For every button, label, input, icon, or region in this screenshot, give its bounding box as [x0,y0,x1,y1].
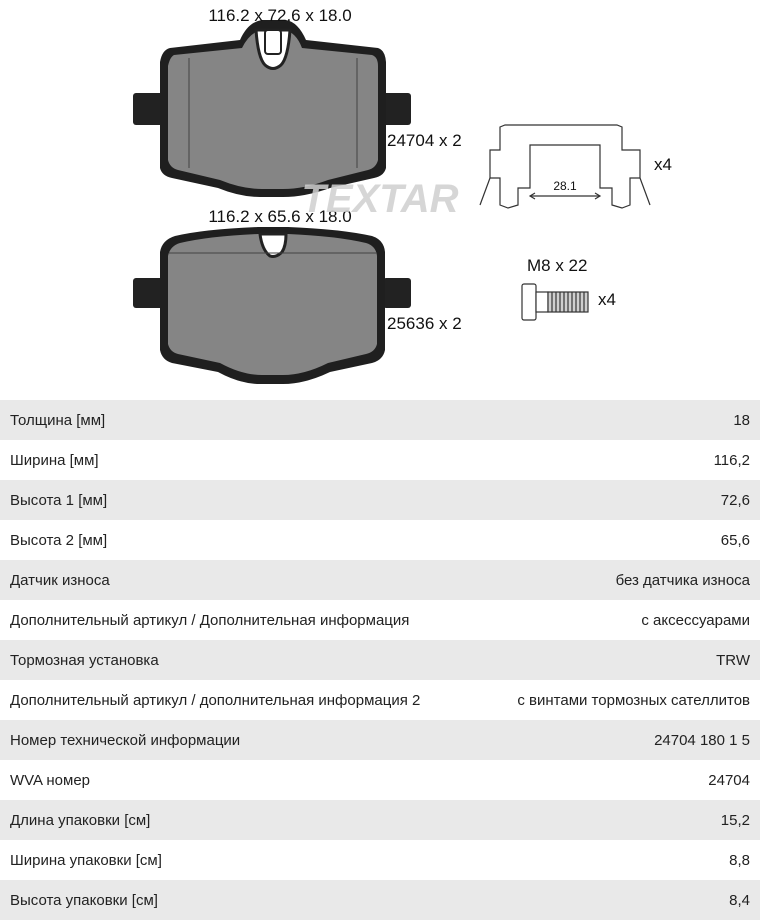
spec-row [0,520,760,560]
spec-value: без датчика износа [615,571,750,589]
spec-key: Датчик износа [10,571,110,589]
spec-row [0,400,760,440]
spec-value: 15,2 [720,811,750,829]
spring-clip-drawing [480,125,650,208]
spec-row [0,880,760,920]
spec-value: 8,8 [729,851,750,869]
spec-key: Ширина [мм] [10,451,99,469]
pad-lower-dimensions: 116.2 x 65.6 x 18.0 [208,207,352,226]
bolt-size-label: M8 x 22 [527,256,588,275]
bolt-drawing [522,284,588,320]
brake-pad-lower [133,227,411,384]
pad-upper-part-number: 24704 x 2 [387,131,462,150]
spec-key: Дополнительный артикул / дополнительная информация 2 [10,691,421,709]
spec-row [0,600,760,640]
spec-key: Высота упаковки [см] [10,891,158,909]
spec-value: 8,4 [729,891,750,909]
spec-row [0,560,760,600]
spec-row [0,720,760,760]
pad-upper-dimensions: 116.2 x 72.6 x 18.0 [208,6,352,25]
spec-key: Номер технической информации [10,731,241,749]
spec-key: Дополнительный артикул / Дополнительная информация [10,611,410,629]
spec-value: 24704 [708,771,750,789]
spec-value: 65,6 [720,531,750,549]
spec-key: Длина упаковки [см] [10,811,151,829]
spec-key: Толщина [мм] [10,411,106,429]
spec-row [0,440,760,480]
spec-row [0,760,760,800]
spec-value: 18 [733,411,750,429]
spec-row [0,840,760,880]
product-drawing [0,0,760,400]
pad-upper-right-ear [383,93,411,125]
spec-row [0,480,760,520]
brand-logo: TEXTAR [301,177,459,221]
clip-quantity: x4 [654,155,672,174]
brake-pad-upper [133,20,411,197]
spec-value: с аксессуарами [641,611,750,629]
brake-pad-diagram [0,0,760,400]
spec-row [0,680,760,720]
bolt-quantity: x4 [598,290,616,309]
clip-width-label: 28.1 [553,179,577,193]
spec-value: 24704 180 1 5 [654,731,750,749]
spec-key: WVA номер [10,771,91,789]
spec-key: Ширина упаковки [см] [10,851,162,869]
spec-row [0,800,760,840]
specifications-table [0,400,760,920]
spec-value: TRW [716,651,750,669]
spec-value: с винтами тормозных сателлитов [517,691,750,709]
spec-value: 116,2 [713,451,750,469]
pad-lower-part-number: 25636 x 2 [387,314,462,333]
pad-upper-left-ear [133,93,163,125]
spec-row [0,640,760,680]
pad-lower-left-ear [133,278,163,308]
spec-key: Высота 1 [мм] [10,491,108,509]
spec-key: Высота 2 [мм] [10,531,108,549]
pad-lower-right-ear [383,278,411,308]
spec-value: 72,6 [720,491,750,509]
spec-key: Тормозная установка [10,651,159,669]
